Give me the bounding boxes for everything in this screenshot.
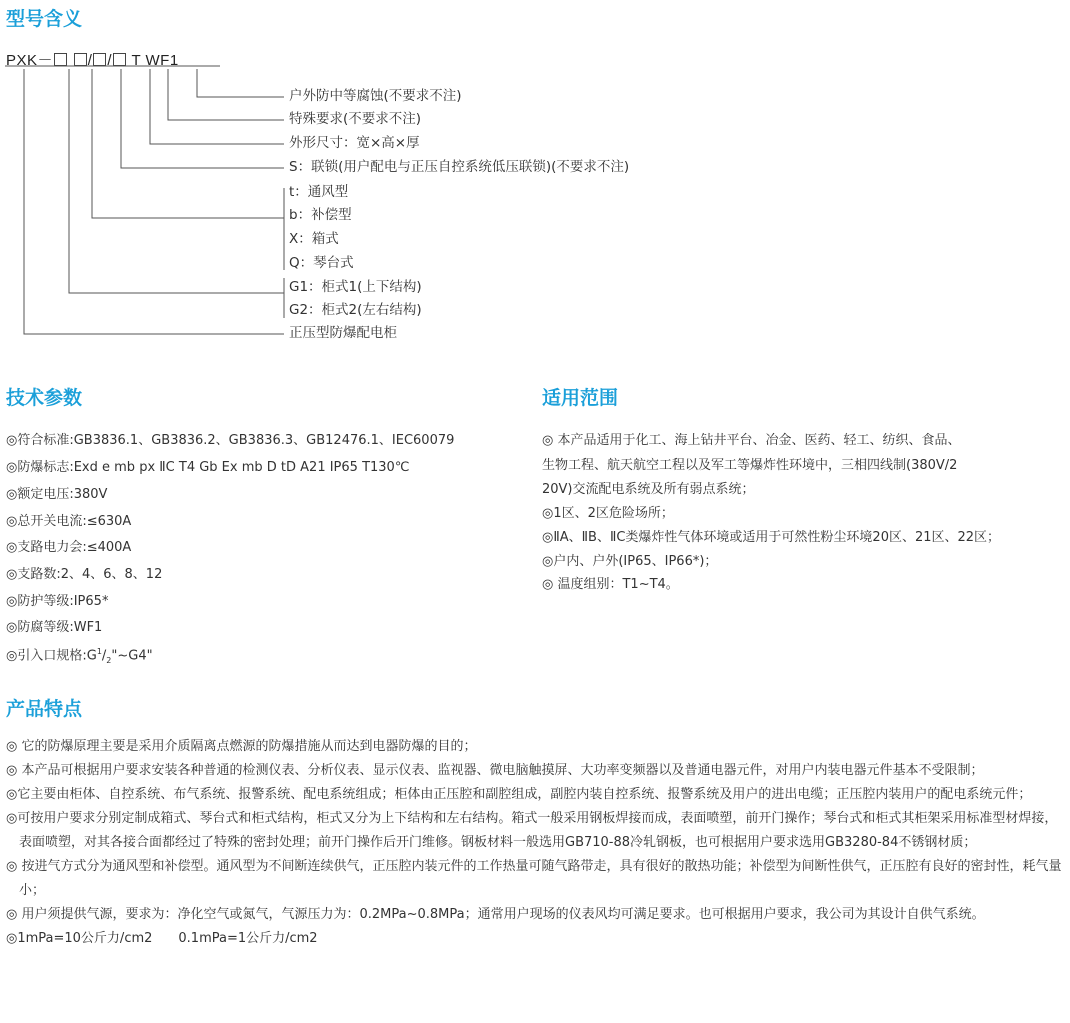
code-sep-2: / xyxy=(107,52,113,69)
feature-item: ◎ 它的防爆原理主要是采用介质隔离点燃源的防爆措施从而达到电器防爆的目的； xyxy=(6,739,477,754)
inlet-sup: 1 xyxy=(96,647,102,656)
legend-q: Q：琴台式 xyxy=(289,255,354,271)
model-heading: 型号含义 xyxy=(6,8,83,30)
tech-item-protection: ◎防护等级:IP65* xyxy=(6,594,109,609)
tech-item-branch-count: ◎支路数:2、4、6、8、12 xyxy=(6,567,163,582)
code-sep-1: / xyxy=(87,52,93,69)
tech-item-corrosion: ◎防腐等级:WF1 xyxy=(6,620,103,635)
inlet-rest: "~G4" xyxy=(111,648,153,664)
feature-item: ◎它主要由柜体、自控系统、布气系统、报警系统、配电系统组成；柜体由正压腔和副腔组成，副腔内装自控系统、报警系统及用户的进出电缆；正压腔内装用户的配电系统元件； xyxy=(6,787,1032,802)
feature-item: ◎ 本产品可根据用户要求安装各种普通的检测仪表、分析仪表、显示仪表、监视器、微电脑触摸屏、大功率变频器以及普通电器元件，对用户内装电器元件基本不受限制； xyxy=(6,763,984,778)
scope-line-7: ◎ 温度组别：T1~T4。 xyxy=(542,577,679,592)
tech-item-main-current: ◎总开关电流:≤630A xyxy=(6,514,132,529)
legend-special: 特殊要求(不要求不注) xyxy=(289,111,422,127)
tech-item-voltage: ◎额定电压:380V xyxy=(6,487,108,502)
legend-t: t：通风型 xyxy=(289,184,349,200)
scope-line-5: ◎ⅡA、ⅡB、ⅡC类爆炸性气体环境或适用于可然性粉尘环境20区、21区、22区； xyxy=(542,530,1001,545)
feature-item: ◎ 按进气方式分为通风型和补偿型。通风型为不间断连续供气，正压腔内装元件的工作热量可随气路带走，具有很好的散热功能；补偿型为间断性供气，正压腔有良好的密封性，耗气量小； xyxy=(6,859,1062,898)
scope-heading: 适用范围 xyxy=(542,387,619,409)
inlet-sub: 2 xyxy=(106,655,112,665)
legend-cabinet: 正压型防爆配电柜 xyxy=(289,325,397,341)
feature-item: ◎可按用户要求分别定制成箱式、琴台式和柜式结构，柜式又分为上下结构和左右结构。箱式一般采用钢板焊接而成，表面喷塑，前开门操作；琴台式和柜式其柜架采用标准型材焊接，表面喷塑，对其各接合面都经过了特殊的密封处理；前开门操作后开门维修。钢板材料一般选用GB710-88冷轧钢板，也可根据用户要求选用GB3280-84不锈钢材质； xyxy=(6,811,1058,850)
legend-g2: G2：柜式2(左右结构) xyxy=(289,302,422,318)
legend-wf: 户外防中等腐蚀(不要求不注) xyxy=(289,88,462,104)
scope-line-4: ◎1区、2区危险场所； xyxy=(542,506,674,521)
legend-interlock: S：联锁(用户配电与正压自控系统低压联锁)(不要求不注) xyxy=(289,159,630,175)
scope-line-2: 生物工程、航天航空工程以及军工等爆炸性环境中，三相四线制(380V/2 xyxy=(542,458,958,473)
inlet-label: ◎引入口规格:G xyxy=(6,648,97,664)
scope-line-3: 20V)交流配电系统及所有弱点系统； xyxy=(542,482,755,497)
features-heading: 产品特点 xyxy=(6,698,83,720)
tech-item-inlet: ◎引入口规格$:G^1/_2"\sim G4$" xyxy=(6,647,153,665)
code-t: T xyxy=(131,52,141,69)
tech-heading: 技术参数 xyxy=(6,387,83,409)
tech-item-ex-mark: ◎防爆标志:Exd e mb px ⅡC T4 Gb Ex mb D tD A21 IP65 T130℃ xyxy=(6,460,410,475)
model-tree-lines xyxy=(0,0,1070,360)
legend-b: b：补偿型 xyxy=(289,207,352,223)
code-prefix: PXK－ xyxy=(6,52,54,69)
scope-line-6: ◎户内、户外(IP65、IP66*)； xyxy=(542,554,718,569)
features-list xyxy=(6,735,1066,951)
code-wf: WF1 xyxy=(145,52,179,69)
feature-item: ◎ 用户须提供气源，要求为：净化空气或氮气，气源压力为：0.2MPa~0.8MPa；通常用户现场的仪表风均可满足要求。也可根据用户要求，我公司为其设计自供气系统。 xyxy=(6,907,985,922)
legend-size: 外形尺寸：宽×高×厚 xyxy=(289,135,420,151)
tech-item-branch-current: ◎支路电力会:≤400A xyxy=(6,540,132,555)
legend-g1: G1：柜式1(上下结构) xyxy=(289,279,422,295)
legend-x: X：箱式 xyxy=(289,231,339,247)
scope-line-1: ◎ 本产品适用于化工、海上钻井平台、冶金、医药、轻工、纺织、食品、 xyxy=(542,433,961,448)
tech-item-standard: ◎符合标准:GB3836.1、GB3836.2、GB3836.3、GB12476.1、IEC60079 xyxy=(6,433,455,448)
feature-item: ◎1mPa=10公斤力/cm2 0.1mPa=1公斤力/cm2 xyxy=(6,931,318,946)
